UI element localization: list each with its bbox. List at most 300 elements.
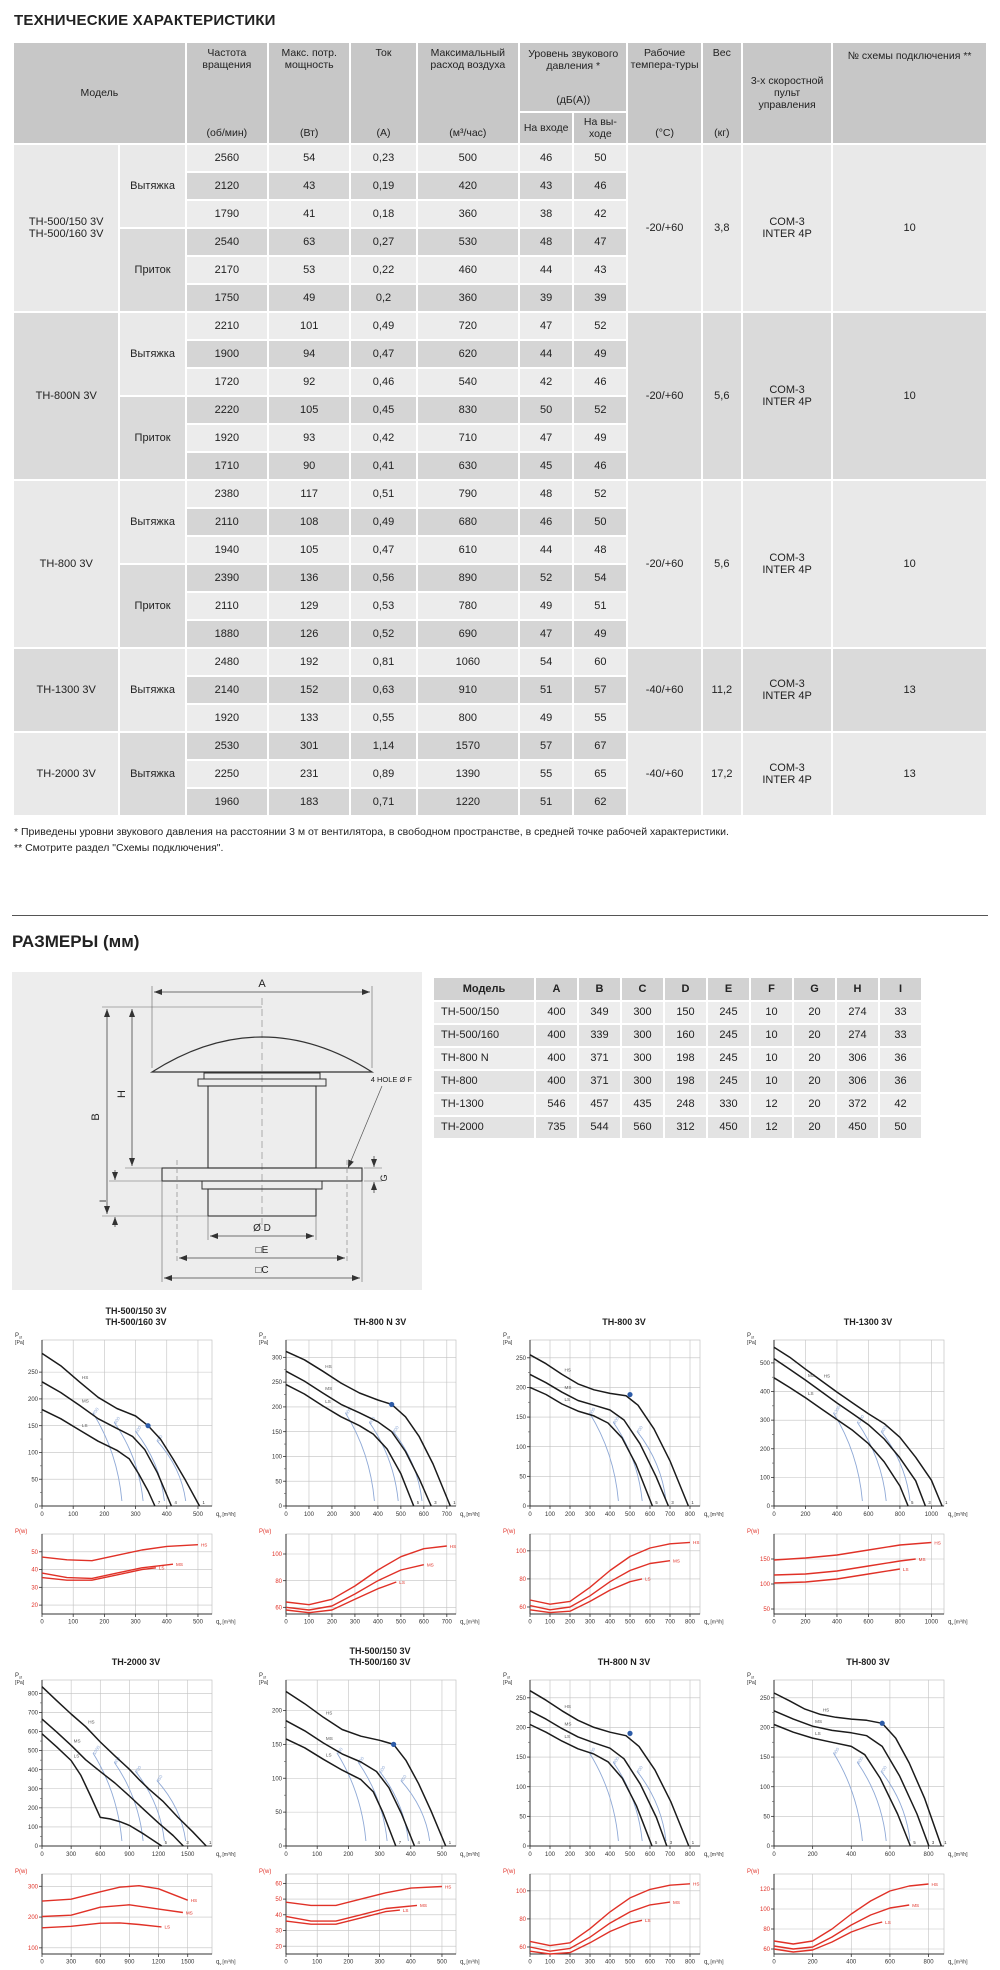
svg-text:1: 1: [209, 1839, 212, 1845]
svg-text:250: 250: [515, 1355, 526, 1362]
dims-model-cell: TH-800: [434, 1071, 534, 1092]
svg-text:400: 400: [604, 1959, 616, 1965]
svg-text:300: 300: [130, 1511, 141, 1518]
control-cell: COM-3 INTER 4P: [743, 313, 831, 479]
svg-text:500: 500: [624, 1959, 636, 1965]
dims-value-cell: 371: [579, 1071, 620, 1092]
svg-text:100: 100: [303, 1619, 314, 1625]
svg-text:500: 500: [192, 1619, 203, 1625]
dims-value-cell: 198: [665, 1048, 706, 1069]
spec-value-cell: 2560: [187, 145, 267, 171]
svg-text:1: 1: [944, 1839, 947, 1845]
dims-row: [434, 1094, 921, 1115]
spec-value-cell: 62: [574, 789, 626, 815]
svg-text:Pst: $P_{st}$: [259, 1672, 267, 1679]
performance-chart-group: [12, 1304, 256, 1630]
svg-text:900: 900: [588, 1406, 597, 1416]
dims-value-cell: 198: [665, 1071, 706, 1092]
spec-value-cell: 620: [418, 341, 518, 367]
svg-text:7: 7: [157, 1499, 161, 1505]
svg-text:LS: LS: [402, 1907, 409, 1913]
svg-text:4: 4: [417, 1839, 420, 1845]
charts-section: [12, 1304, 988, 1970]
svg-text:40: 40: [31, 1567, 38, 1574]
dims-value-cell: 274: [837, 1002, 878, 1023]
svg-text:200: 200: [27, 1805, 38, 1812]
svg-text:300: 300: [66, 1851, 77, 1858]
spec-value-cell: 0,49: [351, 313, 415, 339]
svg-text:200: 200: [515, 1385, 526, 1392]
svg-text:qv[m³/h]: $q_v[m^3/h]$: [948, 1959, 968, 1966]
spec-value-cell: 2120: [187, 173, 267, 199]
dims-value-cell: 546: [536, 1094, 577, 1115]
dims-value-cell: 245: [708, 1025, 749, 1046]
svg-text:400: 400: [759, 1389, 770, 1396]
dims-value-cell: 12: [751, 1094, 792, 1115]
svg-text:1: 1: [448, 1839, 452, 1845]
svg-text:60: 60: [275, 1604, 282, 1611]
spec-value-cell: 1920: [187, 705, 267, 731]
dims-col-header: D: [665, 978, 706, 1000]
svg-text:400: 400: [831, 1619, 842, 1625]
dims-value-cell: 274: [837, 1025, 878, 1046]
col-header-power: Макс. потр. мощность (Вт): [269, 43, 349, 143]
fan-curve-hs: [286, 1351, 450, 1506]
dims-row: [434, 1002, 921, 1023]
rpm-curve: [834, 1413, 863, 1501]
svg-text:700: 700: [391, 1424, 400, 1434]
svg-text:3: 3: [931, 1839, 935, 1845]
spec-value-cell: 43: [269, 173, 349, 199]
operating-point-dot: [145, 1423, 150, 1428]
svg-text:3: 3: [669, 1839, 673, 1845]
col-header-current: Ток (А): [351, 43, 415, 143]
svg-text:HS: HS: [325, 1363, 332, 1369]
svg-text:200: 200: [564, 1511, 576, 1518]
spec-value-cell: 420: [418, 173, 518, 199]
power-curve-hs: [286, 1546, 447, 1605]
spec-value-cell: 360: [418, 285, 518, 311]
spec-value-cell: 136: [269, 565, 349, 591]
spec-value-cell: 720: [418, 313, 518, 339]
dims-value-cell: 20: [794, 1094, 835, 1115]
svg-text:HS: HS: [81, 1374, 89, 1380]
spec-value-cell: 2220: [187, 397, 267, 423]
spec-value-cell: 39: [574, 285, 626, 311]
rpm-curve: [337, 1753, 366, 1841]
svg-text:60: 60: [519, 1944, 526, 1951]
col-header-sound: Уровень звукового давления * (дБ(А)): [520, 43, 626, 111]
spec-value-cell: 0,19: [351, 173, 415, 199]
svg-text:500: 500: [624, 1619, 636, 1625]
svg-text:qv[m³/h]: $q_v[m^3/h]$: [704, 1619, 724, 1626]
spec-value-cell: 43: [520, 173, 572, 199]
chart-title: TH-2000 3V: [111, 1656, 161, 1667]
spec-value-cell: 0,42: [351, 425, 415, 451]
power-curve-ms: [286, 1905, 417, 1921]
svg-text:HS: HS: [934, 1539, 941, 1545]
fan-curve-ms: [286, 1720, 415, 1845]
svg-text:P(w): P(w): [259, 1528, 272, 1535]
svg-text:800: 800: [855, 1755, 865, 1765]
svg-text:20: 20: [275, 1943, 282, 1950]
svg-text:5: 5: [655, 1499, 658, 1505]
spec-value-cell: 42: [520, 369, 572, 395]
charts-row-2: [12, 1644, 988, 1970]
svg-text:1000: 1000: [924, 1619, 939, 1625]
spec-row: [14, 733, 986, 759]
svg-text:40: 40: [275, 1912, 282, 1919]
dims-model-cell: TH-2000: [434, 1117, 534, 1138]
col-header-sound-out: На вы-ходе: [574, 113, 626, 143]
rpm-curve: [834, 1753, 863, 1841]
svg-text:30: 30: [275, 1928, 282, 1935]
dims-value-cell: 36: [880, 1071, 921, 1092]
spec-value-cell: 129: [269, 593, 349, 619]
section-divider: [12, 915, 988, 916]
dims-value-cell: 20: [794, 1071, 835, 1092]
svg-text:100: 100: [759, 1784, 770, 1791]
svg-text:100: 100: [271, 1454, 282, 1461]
svg-text:800: 800: [684, 1851, 696, 1858]
svg-text:0: 0: [284, 1511, 288, 1518]
spec-value-cell: 47: [520, 621, 572, 647]
fan-curve-ms: [530, 1374, 668, 1506]
svg-text:0: 0: [528, 1619, 532, 1625]
spec-value-cell: 105: [269, 397, 349, 423]
svg-text:LS: LS: [902, 1566, 909, 1572]
svg-text:450: 450: [399, 1773, 408, 1783]
svg-text:60: 60: [763, 1946, 770, 1953]
charts-row-1: [12, 1304, 988, 1630]
spec-value-cell: 38: [520, 201, 572, 227]
operating-point-dot: [627, 1730, 632, 1735]
svg-text:MS: MS: [815, 1718, 823, 1724]
spec-value-cell: 2170: [187, 257, 267, 283]
dims-value-cell: 349: [579, 1002, 620, 1023]
svg-text:100: 100: [271, 1551, 282, 1558]
power-curve-ms: [530, 1902, 670, 1951]
svg-text:Pst: $P_{st}$: [503, 1672, 511, 1679]
svg-text:LS: LS: [399, 1579, 405, 1585]
svg-text:500: 500: [192, 1511, 203, 1518]
svg-text:400: 400: [604, 1511, 616, 1518]
temp-cell: -40/+60: [628, 733, 700, 815]
pressure-chart: [256, 1328, 494, 1524]
spec-row: [14, 313, 986, 339]
dimension-drawing-panel: [12, 972, 422, 1290]
spec-value-cell: 910: [418, 677, 518, 703]
svg-text:80: 80: [519, 1576, 526, 1583]
power-chart: [500, 1524, 738, 1630]
svg-text:800: 800: [684, 1511, 696, 1518]
svg-text:200: 200: [271, 1708, 282, 1715]
direction-cell: Вытяжка: [120, 145, 184, 227]
spec-value-cell: 0,55: [351, 705, 415, 731]
performance-chart-group: [744, 1644, 988, 1970]
svg-text:0: 0: [522, 1503, 526, 1510]
svg-text:250: 250: [271, 1379, 282, 1386]
svg-text:P(w): P(w): [259, 1868, 272, 1875]
svg-text:MS: MS: [81, 1397, 89, 1403]
svg-text:150: 150: [759, 1754, 770, 1761]
svg-text:qv[m³/h]: $q_v[m^3/h]$: [704, 1851, 724, 1858]
spec-value-cell: 0,49: [351, 509, 415, 535]
spec-value-cell: 49: [520, 593, 572, 619]
power-curve-hs: [774, 1542, 931, 1560]
svg-text:600: 600: [644, 1959, 656, 1965]
dims-value-cell: 735: [536, 1117, 577, 1138]
power-chart: [256, 1864, 494, 1970]
chart-title: TH-500/150 3V TH-500/160 3V: [349, 1645, 411, 1667]
svg-text:0: 0: [278, 1503, 282, 1510]
svg-text:100: 100: [515, 1548, 526, 1555]
fan-curve-ls: [774, 1377, 908, 1505]
svg-text:HS: HS: [449, 1543, 457, 1549]
dims-col-header: I: [880, 978, 921, 1000]
col-header-sound-in: На входе: [520, 113, 572, 143]
svg-text:MS: MS: [564, 1721, 572, 1727]
svg-text:400: 400: [161, 1511, 172, 1518]
spec-value-cell: 790: [418, 481, 518, 507]
weight-cell: 5,6: [703, 313, 741, 479]
svg-text:0: 0: [766, 1503, 770, 1510]
svg-text:P(w): P(w): [15, 1528, 28, 1535]
pressure-chart: [500, 1328, 738, 1524]
spec-value-cell: 126: [269, 621, 349, 647]
dims-col-header: B: [579, 978, 620, 1000]
svg-text:400: 400: [604, 1619, 616, 1625]
dims-value-cell: 300: [622, 1048, 663, 1069]
power-curve-hs: [286, 1886, 442, 1905]
spec-value-cell: 0,27: [351, 229, 415, 255]
chart-title: TH-800 N 3V: [597, 1656, 651, 1667]
spec-value-cell: 49: [574, 341, 626, 367]
col-header-scheme: № схемы подключения **: [833, 43, 986, 143]
spec-value-cell: 0,2: [351, 285, 415, 311]
svg-text:5: 5: [655, 1839, 658, 1845]
spec-value-cell: 0,53: [351, 593, 415, 619]
svg-text:400: 400: [405, 1851, 416, 1858]
direction-cell: Приток: [120, 229, 184, 311]
svg-text:300: 300: [584, 1619, 596, 1625]
svg-text:150: 150: [271, 1741, 282, 1748]
control-cell: COM-3 INTER 4P: [743, 649, 831, 731]
svg-text:700: 700: [879, 1764, 888, 1774]
spec-value-cell: 52: [574, 481, 626, 507]
power-chart: [256, 1524, 494, 1630]
svg-text:150: 150: [515, 1754, 526, 1761]
power-chart: [12, 1524, 250, 1630]
dims-row: [434, 1117, 921, 1138]
dims-col-header: Модель: [434, 978, 534, 1000]
spec-value-cell: 1570: [418, 733, 518, 759]
spec-value-cell: 55: [520, 761, 572, 787]
svg-text:500: 500: [624, 1511, 636, 1518]
svg-text:150: 150: [515, 1414, 526, 1421]
svg-text:200: 200: [759, 1725, 770, 1732]
svg-text:100: 100: [27, 1824, 38, 1831]
dim-a-label: A: [258, 977, 266, 990]
svg-text:MS: MS: [673, 1557, 680, 1563]
spec-value-cell: 1750: [187, 285, 267, 311]
svg-text:200: 200: [99, 1511, 110, 1518]
svg-text:700: 700: [664, 1959, 676, 1965]
dim-i-label: I: [98, 1199, 108, 1202]
dimensions-section: [12, 972, 988, 1290]
svg-text:200: 200: [800, 1619, 811, 1625]
dims-value-cell: 10: [751, 1071, 792, 1092]
hole-note-label: 4 HOLE Ø F: [370, 1074, 412, 1084]
svg-text:1100: 1100: [855, 1413, 866, 1425]
svg-text:200: 200: [27, 1914, 38, 1921]
power-chart: [12, 1864, 250, 1970]
fan-curve-ms: [774, 1358, 925, 1505]
svg-text:400: 400: [405, 1959, 416, 1965]
spec-value-cell: 51: [520, 789, 572, 815]
spec-value-cell: 105: [269, 537, 349, 563]
svg-text:MS: MS: [73, 1737, 81, 1743]
dims-row: [434, 1048, 921, 1069]
spec-value-cell: 360: [418, 201, 518, 227]
rpm-curve: [114, 1762, 143, 1841]
svg-text:600: 600: [644, 1851, 656, 1858]
scheme-cell: 10: [833, 481, 986, 647]
temp-cell: -20/+60: [628, 313, 700, 479]
col-header-weight: Вес (кг): [703, 43, 741, 143]
spec-value-cell: 0,81: [351, 649, 415, 675]
svg-text:P(w): P(w): [503, 1868, 516, 1875]
spec-value-cell: 1060: [418, 649, 518, 675]
dimension-drawing: [12, 972, 422, 1290]
svg-text:HS: HS: [564, 1366, 571, 1372]
svg-text:200: 200: [99, 1619, 110, 1625]
svg-text:400: 400: [161, 1619, 172, 1625]
power-curve-ms: [774, 1905, 909, 1949]
svg-text:600: 600: [418, 1511, 429, 1518]
spec-value-cell: 1940: [187, 537, 267, 563]
svg-text:200: 200: [564, 1959, 576, 1965]
svg-text:LS: LS: [325, 1398, 331, 1404]
pressure-chart: [500, 1668, 738, 1864]
power-curve-ms: [42, 1904, 183, 1916]
svg-text:500: 500: [395, 1619, 406, 1625]
svg-text:1500: 1500: [181, 1851, 195, 1858]
performance-chart-group: [256, 1644, 500, 1970]
svg-text:800: 800: [684, 1619, 696, 1625]
spec-value-cell: 52: [574, 397, 626, 423]
power-curve-ms: [774, 1559, 916, 1575]
sizes-title: РАЗМЕРЫ (мм): [12, 931, 140, 951]
svg-text:1500: 1500: [181, 1959, 195, 1965]
svg-text:MS: MS: [673, 1899, 680, 1905]
spec-table-body: [14, 145, 986, 815]
svg-text:100: 100: [271, 1775, 282, 1782]
svg-text:HS: HS: [564, 1703, 571, 1709]
spec-value-cell: 54: [574, 565, 626, 591]
svg-text:MS: MS: [912, 1902, 920, 1908]
svg-text:0: 0: [528, 1511, 532, 1518]
spec-value-cell: 101: [269, 313, 349, 339]
svg-text:450: 450: [155, 1433, 164, 1443]
rpm-curve: [590, 1753, 619, 1841]
spec-value-cell: 890: [418, 565, 518, 591]
svg-text:50: 50: [31, 1549, 38, 1556]
svg-text:[Pa]: [Pa]: [747, 1679, 757, 1686]
svg-text:3: 3: [434, 1499, 437, 1505]
svg-text:150: 150: [27, 1423, 38, 1430]
svg-text:0: 0: [40, 1511, 44, 1518]
spec-value-cell: 231: [269, 761, 349, 787]
power-curve-ls: [530, 1578, 642, 1612]
dims-row: [434, 1071, 921, 1092]
svg-text:HS: HS: [822, 1706, 830, 1712]
svg-text:P(w): P(w): [503, 1528, 516, 1535]
svg-text:qv[m³/h]: $q_v[m^3/h]$: [460, 1851, 480, 1858]
svg-text:0: 0: [772, 1511, 776, 1518]
spec-value-cell: 0,47: [351, 537, 415, 563]
svg-text:5: 5: [911, 1499, 914, 1505]
spec-value-cell: 67: [574, 733, 626, 759]
svg-text:100: 100: [303, 1511, 314, 1518]
dims-value-cell: 339: [579, 1025, 620, 1046]
dims-col-header: A: [536, 978, 577, 1000]
svg-text:LS: LS: [645, 1917, 651, 1923]
dim-e-label: □E: [255, 1244, 269, 1256]
svg-text:[Pa]: [Pa]: [259, 1679, 269, 1686]
svg-text:800: 800: [684, 1959, 696, 1965]
model-cell: TH-800N 3V: [14, 313, 118, 479]
chart-title: TH-500/150 3V TH-500/160 3V: [105, 1305, 167, 1327]
svg-text:MS: MS: [185, 1909, 193, 1915]
svg-text:60: 60: [275, 1881, 282, 1888]
svg-text:200: 200: [807, 1959, 818, 1965]
svg-text:300: 300: [66, 1959, 77, 1965]
power-curve-hs: [42, 1544, 198, 1560]
svg-text:[Pa]: [Pa]: [15, 1339, 25, 1346]
spec-value-cell: 45: [520, 453, 572, 479]
dims-model-cell: TH-500/160: [434, 1025, 534, 1046]
spec-value-cell: 2140: [187, 677, 267, 703]
spec-value-cell: 47: [574, 229, 626, 255]
rpm-curve: [857, 1762, 886, 1841]
model-cell: TH-500/150 3V TH-500/160 3V: [14, 145, 118, 311]
svg-text:3: 3: [671, 1499, 674, 1505]
temp-cell: -20/+60: [628, 145, 700, 311]
svg-text:HS: HS: [88, 1719, 95, 1725]
dims-value-cell: 300: [622, 1025, 663, 1046]
svg-text:LS: LS: [885, 1919, 891, 1925]
svg-text:800: 800: [611, 1755, 621, 1765]
svg-text:50: 50: [275, 1478, 282, 1485]
col-header-control: 3-х скоростной пульт управления: [743, 43, 831, 143]
svg-text:900: 900: [588, 1746, 597, 1756]
spec-value-cell: 46: [574, 173, 626, 199]
svg-text:HS: HS: [823, 1373, 831, 1379]
svg-text:7: 7: [398, 1839, 402, 1845]
svg-text:5: 5: [164, 1839, 168, 1845]
svg-text:800: 800: [27, 1690, 38, 1697]
dim-c-label: □C: [255, 1264, 269, 1276]
svg-text:HS: HS: [444, 1883, 452, 1889]
dims-value-cell: 560: [622, 1117, 663, 1138]
svg-text:Pst: $P_{st}$: [747, 1672, 755, 1679]
svg-text:HS: HS: [931, 1881, 938, 1887]
spec-value-cell: 49: [574, 425, 626, 451]
svg-text:200: 200: [326, 1511, 337, 1518]
col-header-temp: Рабочие темпера-туры (°С): [628, 43, 700, 143]
svg-text:250: 250: [515, 1695, 526, 1702]
